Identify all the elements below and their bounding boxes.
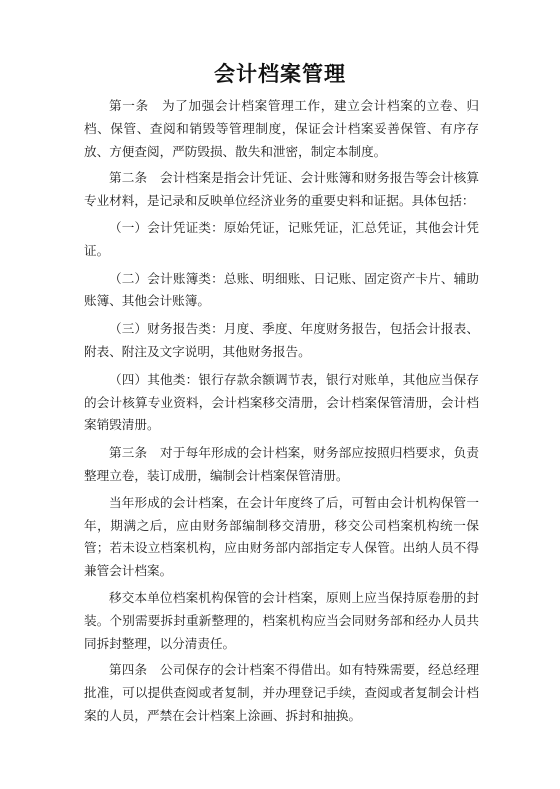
paragraph-article-1: 第一条 为了加强会计档案管理工作，建立会计档案的立卷、归档、保管、查阅和销毁等管理制度，保证会计档案妥善保管、有序存放、方便查阅，严防毁损、散失和泄密，制定本制度。 (84, 98, 479, 159)
paragraph-item-4-others: （四）其他类：银行存款余额调节表，银行对账单，其他应当保存的会计核算专业资料，会计档案移交清册，会计档案保管清册，会计档案销毁清册。 (84, 371, 479, 433)
paragraph-article-3: 第三条 对于每年形成的会计档案，财务部应按照归档要求，负责整理立卷，装订成册，编制会计档案保管清册。 (84, 445, 479, 483)
paragraph-item-3-reports: （三）财务报告类：月度、季度、年度财务报告，包括会计报表、附表、附注及文字说明，其他财务报告。 (84, 321, 479, 359)
paragraph-transfer-sealing: 移交本单位档案机构保管的会计档案，原则上应当保持原卷册的封装。个别需要拆封重新整理的，档案机构应当会同财务部和经办人员共同拆封整理，以分清责任。 (84, 589, 479, 651)
paragraph-item-1-vouchers: （一）会计凭证类：原始凭证，记账凭证，汇总凭证，其他会计凭证。 (84, 219, 479, 258)
paragraph-item-2-ledgers: （二）会计账簿类：总账、明细账、日记账、固定资产卡片、辅助账簿、其他会计账簿。 (84, 270, 479, 309)
document-title: 会计档案管理 (214, 61, 346, 86)
paragraph-annual-custody: 当年形成的会计档案，在会计年度终了后，可暂由会计机构保管一年，期满之后，应由财务部编制移交清册，移交公司档案机构统一保管；若未设立档案机构，应由财务部内部指定专人保管。出纳人员不得兼管会计档案。 (84, 494, 479, 579)
paragraph-article-2: 第二条 会计档案是指会计凭证、会计账簿和财务报告等会计核算专业材料，是记录和反映单位经济业务的重要史料和证据。具体包括： (84, 170, 479, 209)
document-body (84, 95, 479, 732)
paragraph-article-4: 第四条 公司保存的会计档案不得借出。如有特殊需要，经总经理批准，可以提供查阅或者复制，并办理登记手续，查阅或者复制会计档案的人员，严禁在会计档案上涂画、拆封和抽换。 (84, 662, 479, 723)
